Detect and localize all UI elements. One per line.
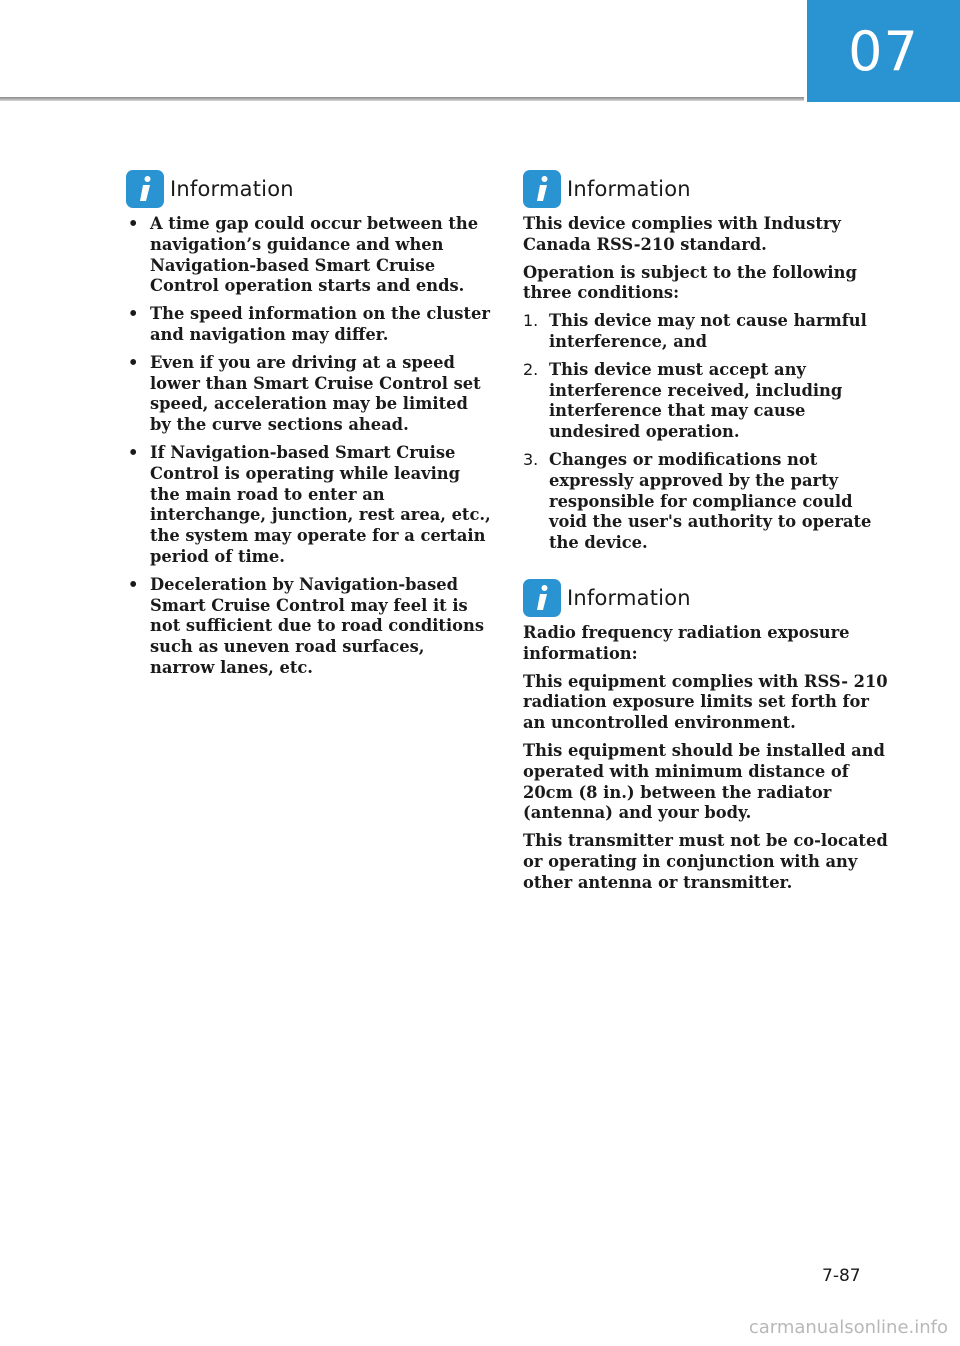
info-title: Information	[170, 177, 294, 201]
list-item: • A time gap could occur between the navigation’s guidance and when Navigation-based Smart Cruise Control operation starts and ends.	[128, 214, 479, 296]
information-icon	[523, 170, 561, 208]
list-item: 3. Changes or modifications not expressly approved by the party responsible for compliance could void the user's authority to operate the device.	[523, 449, 872, 553]
list-item: 1. This device may not cause harmful interference, and	[523, 311, 867, 351]
header-rule	[0, 97, 804, 101]
info-title: Information	[567, 585, 691, 610]
list-item: • Deceleration by Navigation-based Smart Cruise Control may feel it is not sufficient due to road conditions such as uneven road surfaces, narrow lanes, etc.	[128, 574, 485, 677]
paragraph: This equipment should be installed and operated with minimum distance of 20cm (8 in.) between the radiator (antenna) and your body.	[523, 740, 885, 823]
paragraph: Operation is subject to the following three conditions:	[523, 262, 857, 303]
page-number: 7-87	[822, 1266, 861, 1286]
information-icon	[523, 579, 561, 617]
info-header	[523, 170, 889, 208]
info-header	[523, 579, 889, 617]
paragraph: This transmitter must not be co-located or operating in conjunction with any other antenna or transmitter.	[523, 831, 888, 892]
watermark: carmanualsonline.info	[748, 1317, 948, 1338]
right-column	[523, 170, 889, 901]
bullet-list	[126, 214, 492, 679]
paragraph: Radio frequency radiation exposure information:	[523, 622, 850, 663]
numbered-list	[523, 311, 889, 554]
left-column	[126, 170, 492, 686]
list-item: • Even if you are driving at a speed lower than Smart Cruise Control set speed, acceleration may be limited by the curve sections ahead.	[128, 352, 481, 435]
paragraph: This equipment complies with RSS- 210 radiation exposure limits set forth for an uncontrolled environment.	[523, 671, 888, 733]
information-icon	[126, 170, 164, 208]
list-item: • The speed information on the cluster and navigation may differ.	[128, 304, 490, 344]
list-item: • If Navigation-based Smart Cruise Control is operating while leaving the main road to enter an interchange, junction, rest area, etc., the system may operate for a certain period of time.	[128, 442, 491, 566]
paragraph: This device complies with Industry Canada RSS-210 standard.	[523, 214, 841, 254]
chapter-tab: 07	[807, 0, 960, 102]
info-header	[126, 170, 492, 208]
list-item: 2. This device must accept any interference received, including interference that may cause undesired operation.	[523, 359, 843, 442]
info-title: Information	[567, 177, 691, 201]
